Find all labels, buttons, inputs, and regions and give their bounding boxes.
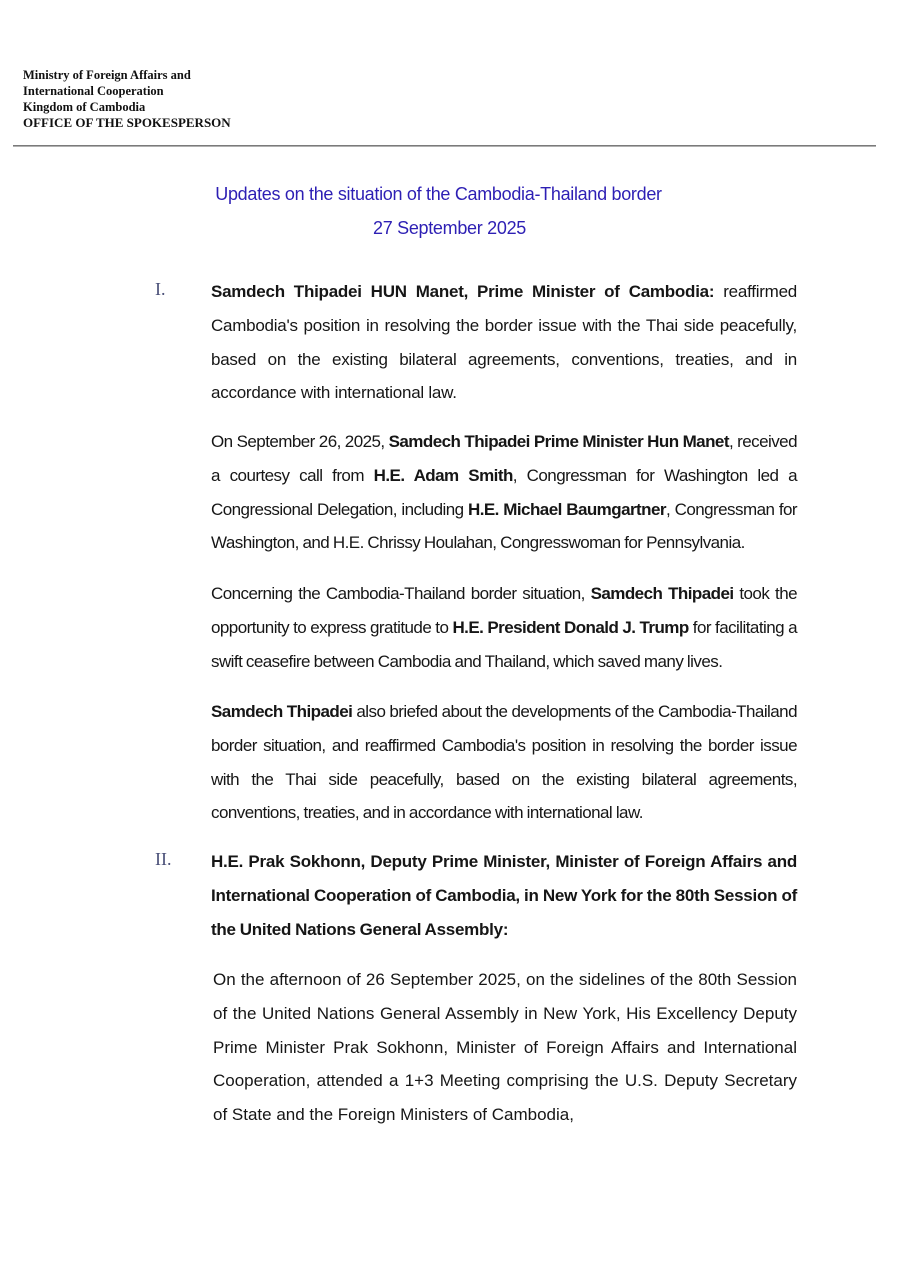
letterhead-cooperation: International Cooperation bbox=[23, 84, 164, 98]
text-run: On September 26, 2025, bbox=[211, 432, 389, 451]
letterhead-ministry: Ministry of Foreign Affairs and bbox=[23, 68, 191, 82]
letterhead bbox=[23, 67, 231, 131]
section-heading bbox=[211, 275, 797, 410]
title-heading: Updates on the situation of the Cambodia-Thailand border bbox=[215, 184, 662, 204]
header-divider bbox=[13, 145, 876, 147]
text-run: Concerning the Cambodia-Thailand border situation, bbox=[211, 584, 591, 603]
document-title bbox=[0, 177, 899, 245]
letterhead-office: OFFICE OF THE SPOKESPERSON bbox=[23, 115, 231, 130]
text-run: , Congressman for Washington led a Congressional Delegation, including bbox=[211, 465, 797, 519]
paragraph-briefing bbox=[211, 695, 797, 830]
bold-name: H.E. Michael Baumgartner bbox=[467, 499, 666, 519]
text-run: also briefed about the developments of the Cambodia-Thailand border situation, and reaffirmed Cambodia's position in resolving the border issue with the Thai side peacefully, based on the existing bilateral agreements, conventions, treaties, and in accordance with international law. bbox=[211, 702, 797, 823]
heading-bold-text: H.E. Prak Sokhonn, Deputy Prime Minister, Minister of Foreign Affairs and International Cooperation of Cambodia, in New York for the 80th Session of the United Nations General Assembly: bbox=[211, 852, 797, 939]
bold-name: Samdech Thipadei bbox=[590, 584, 734, 603]
section-numeral: I. bbox=[155, 279, 166, 299]
title-date: 27 September 2025 bbox=[372, 218, 526, 238]
letterhead-kingdom: Kingdom of Cambodia bbox=[23, 100, 146, 114]
heading-body-text: reaffirmed Cambodia's position in resolving the border issue with the Thai side peacefully, based on the existing bilateral agreements, conventions, treaties, and in accordance with international law. bbox=[211, 282, 797, 403]
text-run: , received a courtesy call from bbox=[211, 432, 797, 485]
text-run: , Congressman for Washington, and H.E. Chrissy Houlahan, Congresswoman for Pennsylvania. bbox=[211, 499, 798, 553]
text-run: for facilitating a swift ceasefire between Cambodia and Thailand, which saved many lives. bbox=[211, 617, 797, 671]
paragraph-gratitude bbox=[211, 577, 797, 678]
bold-name: H.E. President Donald J. Trump bbox=[452, 617, 689, 637]
bold-name: Samdech Thipadei bbox=[211, 702, 353, 721]
paragraph-meeting bbox=[213, 963, 797, 1132]
paragraph-courtesy-call bbox=[211, 425, 797, 560]
heading-bold-text: Samdech Thipadei HUN Manet, Prime Minister of Cambodia: bbox=[211, 282, 715, 301]
section-heading bbox=[211, 845, 797, 946]
section-numeral: II. bbox=[155, 849, 172, 869]
text-run: took the opportunity to express gratitude to bbox=[211, 584, 797, 637]
bold-name: Samdech Thipadei Prime Minister Hun Manet bbox=[388, 432, 729, 451]
text-run: On the afternoon of 26 September 2025, on the sidelines of the 80th Session of the United Nations General Assembly in New York, His Excellency Deputy Prime Minister Prak Sokhonn, Minister of Foreign Affairs and International Cooperation, attended a 1+3 Meeting comprising the U.S. Deputy Secretary of State and the Foreign Ministers of Cambodia, bbox=[213, 970, 797, 1125]
bold-name: H.E. Adam Smith bbox=[373, 465, 513, 485]
